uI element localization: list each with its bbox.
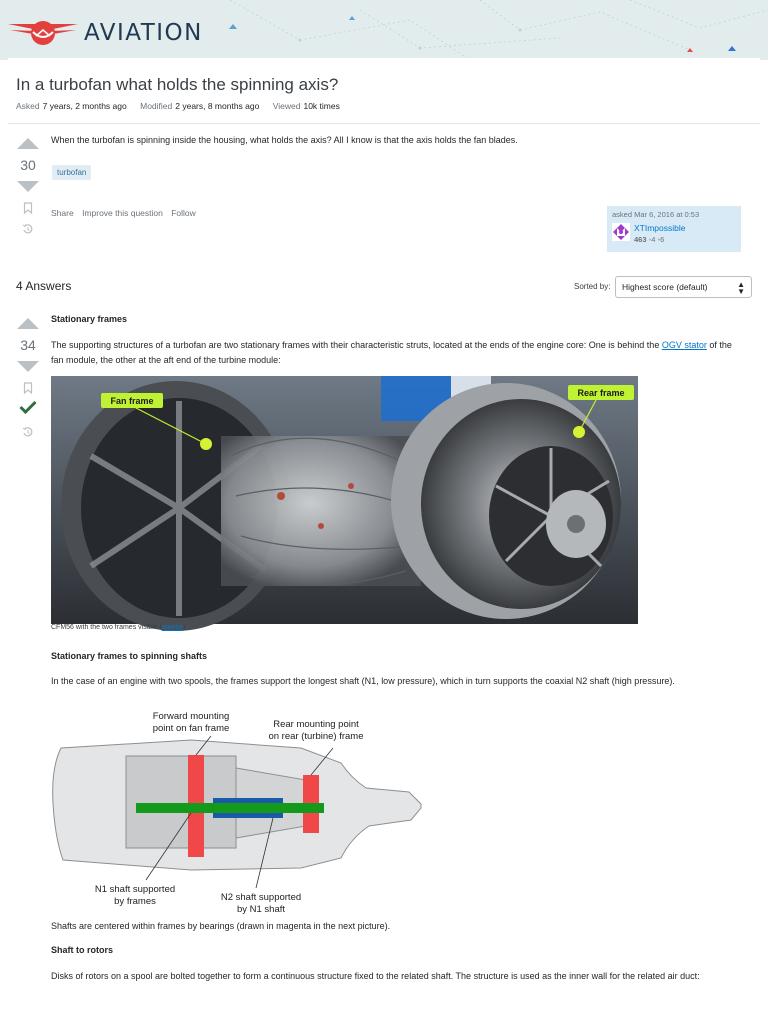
bronze-badge-count: 6 [660,235,665,244]
caption-text: CFM56 with the two frames visible ( [51,624,162,631]
modified-label: Modified [140,101,173,111]
improve-question-link[interactable]: Improve this question [82,208,163,218]
main-content [8,58,760,1024]
ogv-stator-link[interactable]: OGV stator [661,340,707,350]
photo-caption [51,624,185,631]
sort-label: Sorted by: [574,282,611,291]
asker-user-card [607,206,741,252]
rear-mount-label-1: Rear mounting point [273,719,359,730]
tag-turbofan[interactable]: turbofan [52,165,91,180]
fwd-mount-label-2: point on fan frame [152,723,230,734]
title-divider [8,123,760,124]
answer-paragraph-4: Disks of rotors on a spool are bolted together to form a continuous structure fixed to the related shaft. The structure is used as the inner wall for the related air duct: [51,971,700,981]
reputation-score: 463 [634,235,647,244]
silver-badge-count: 4 [651,235,656,244]
answer-score: 34 [20,337,36,353]
para1-text-b: of the fan module, the other at the aft end of the turbine module: [51,340,732,365]
share-link[interactable]: Share [51,208,74,218]
viewed-label: Viewed [272,101,301,111]
n2-shaft-label-2: by N1 shaft [236,904,286,915]
downvote-button[interactable] [17,181,39,192]
answer-history-icon[interactable] [22,426,34,438]
site-header [0,0,768,60]
engine-photo [51,376,638,624]
question-score: 30 [20,157,36,173]
shaft-support-diagram [51,708,431,915]
answer-paragraph-2: In the case of an engine with two spools, the frames support the longest shaft (N1, low pressure), which in turn supports the coaxial N2 shaft (high pressure). [51,676,675,686]
question-title[interactable]: In a turbofan what holds the spinning axis? [16,75,339,94]
viewed-value: 10k times [303,101,340,111]
answer-downvote-button[interactable] [17,361,39,372]
caption-source-link[interactable]: source [161,624,183,631]
asked-value[interactable]: 7 years, 2 months ago [42,101,127,111]
select-chevron-icon: ▲ ▼ [737,280,745,296]
asked-label: Asked [16,101,40,111]
answer-heading-shaft-to-rotors: Shaft to rotors [51,945,113,955]
answer-paragraph-1 [51,338,741,367]
sort-select[interactable] [615,276,752,298]
question-vote-column [13,138,43,235]
accepted-checkmark-icon [19,400,37,414]
user-avatar[interactable] [612,223,630,241]
sort-selected-value: Highest score (default) [622,282,708,292]
modified-value[interactable]: 2 years, 8 months ago [175,101,260,111]
site-name: AVIATION [84,20,203,46]
user-name[interactable]: XTImpossible [634,223,686,233]
answer-paragraph-3: Shafts are centered within frames by bearings (drawn in magenta in the next picture). [51,921,391,931]
answer-heading-stationary-frames: Stationary frames [51,314,128,324]
site-logo[interactable] [6,18,203,48]
wings-logo-icon [6,18,80,48]
answer-bookmark-icon[interactable] [23,382,33,394]
bronze-badge-icon: • [657,235,661,244]
answer-vote-column [13,318,43,438]
n1-shaft-label-2: by frames [114,896,156,907]
follow-link[interactable]: Follow [171,208,196,218]
upvote-button[interactable] [17,138,39,149]
answers-count-heading: 4 Answers [16,279,72,293]
answer-upvote-button[interactable] [17,318,39,329]
caption-end: ) [182,624,186,631]
fwd-mount-label-1: Forward mounting [152,711,230,722]
para1-text-a: The supporting structures of a turbofan are two stationary frames with their characteristic struts, located at the ends of the engine core: One is behind the [51,340,662,350]
fan-frame-callout-label: Fan frame [110,396,154,406]
answer-heading-frames-to-shafts: Stationary frames to spinning shafts [51,651,208,661]
user-reputation [634,235,686,244]
n2-shaft-label-1: N2 shaft supported [220,892,302,903]
rear-mount-label-2: on rear (turbine) frame [268,731,364,742]
question-body: When the turbofan is spinning inside the housing, what holds the axis? All I know is that the axis holds the fan blades. [51,135,518,145]
engine-photo-illustration [51,376,638,624]
question-post-menu [51,208,202,218]
rear-frame-callout-label: Rear frame [577,388,625,398]
silver-badge-icon: • [648,235,652,244]
question-meta [16,101,351,111]
asked-date[interactable]: asked Mar 6, 2016 at 0:53 [612,210,700,219]
bookmark-icon[interactable] [23,202,33,214]
n1-shaft-label-1: N1 shaft supported [94,884,176,895]
history-icon[interactable] [22,223,34,235]
